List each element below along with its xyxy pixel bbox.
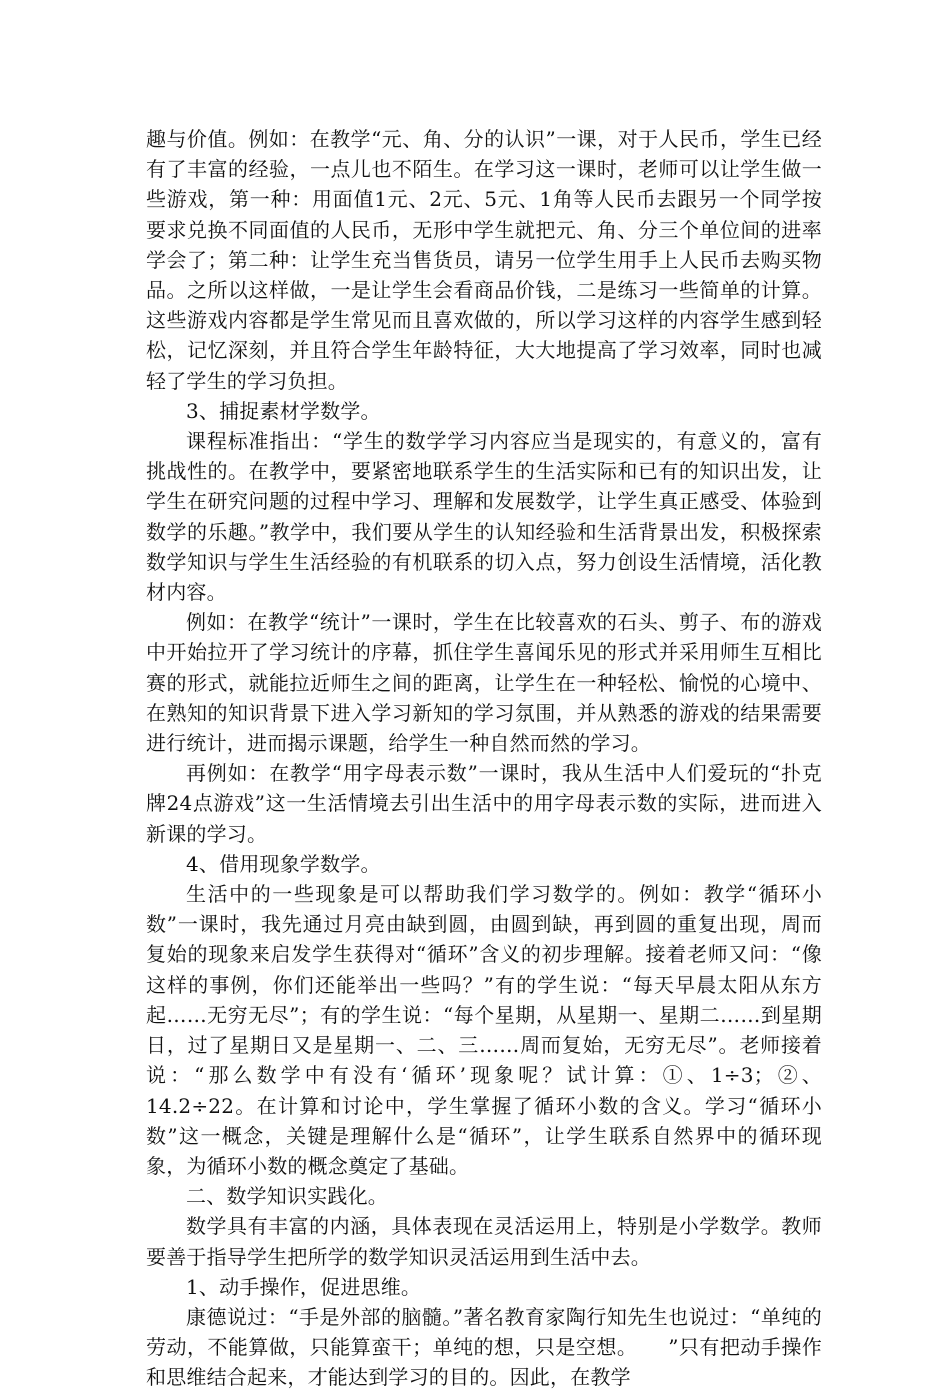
paragraph: 数学具有丰富的内涵，具体表现在灵活运用上，特别是小学数学。教师要善于指导学生把所学的数学知识灵活运用到生活中去。: [146, 1214, 822, 1269]
section-heading: 1、动手操作，促进思维。: [186, 1274, 422, 1299]
paragraph: 生活中的一些现象是可以帮助我们学习数学的。例如：教学“循环小数”一课时，我先通过月亮由缺到圆，由圆到缺，再到圆的重复出现，周而复始的现象来启发学生获得对“循环”含义的初步理解。接着老师又问：“像这样的事例，你们还能举出一些吗？”有的学生说：“每天早晨太阳从东方起……无穷无尽”；有的学生说：“每个星期，从星期一、星期二……到星期日，过了星期日又是星期一、二、三……周而复始，无穷无尽”。老师接着说：“那么数学中有没有‘循环’现象呢？试计算：①、1÷3；②、14.2÷22。在计算和讨论中，学生掌握了循环小数的含义。学习“循环小数”这一概念，关键是理解什么是“循环”，让学生联系自然界中的循环现象，为循环小数的概念奠定了基础。: [146, 882, 822, 1178]
document-body: [146, 124, 822, 1393]
section-heading: 4、借用现象学数学。: [186, 851, 381, 876]
paragraph: 康德说过：“手是外部的脑髓。”著名教育家陶行知先生也说过：“单纯的劳动，不能算做，只能算蛮干；单纯的想，只是空想。 ”只有把动手操作和思维结合起来，才能达到学习的目的。因此，在教学: [146, 1304, 822, 1390]
section-heading: 二、数学知识实践化。: [186, 1184, 388, 1209]
paragraph: 趣与价值。例如：在教学“元、角、分的认识”一课，对于人民币，学生已经有了丰富的经验，一点儿也不陌生。在学习这一课时，老师可以让学生做一些游戏，第一种：用面值1元、2元、5元、1角等人民币去跟另一个同学按要求兑换不同面值的人民币，无形中学生就把元、角、分三个单位间的进率学会了；第二种：让学生充当售货员，请另一位学生用手上人民币去购买物品。之所以这样做，一是让学生会看商品价钱，二是练习一些简单的计算。这些游戏内容都是学生常见而且喜欢做的，所以学习这样的内容学生感到轻松，记忆深刻，并且符合学生年龄特征，大大地提高了学习效率，同时也减轻了学生的学习负担。: [146, 127, 822, 393]
section-heading: 3、捕捉素材学数学。: [186, 398, 381, 423]
paragraph: 课程标准指出：“学生的数学学习内容应当是现实的，有意义的，富有挑战性的。在教学中，要紧密地联系学生的生活实际和已有的知识出发，让学生在研究问题的过程中学习、理解和发展数学，让学生真正感受、体验到数学的乐趣。”教学中，我们要从学生的认知经验和生活背景出发，积极探索数学知识与学生生活经验的有机联系的切入点，努力创设生活情境，活化教材内容。: [146, 429, 822, 605]
paragraph: 例如：在教学“统计”一课时，学生在比较喜欢的石头、剪子、布的游戏中开始拉开了学习统计的序幕，抓住学生喜闻乐见的形式并采用师生互相比赛的形式，就能拉近师生之间的距离，让学生在一种轻松、愉悦的心境中、在熟知的知识背景下进入学习新知的学习氛围，并从熟悉的游戏的结果需要进行统计，进而揭示课题，给学生一种自然而然的学习。: [146, 610, 822, 756]
paragraph: 再例如：在教学“用字母表示数”一课时，我从生活中人们爱玩的“扑克牌24点游戏”这一生活情境去引出生活中的用字母表示数的实际，进而进入新课的学习。: [146, 761, 822, 846]
